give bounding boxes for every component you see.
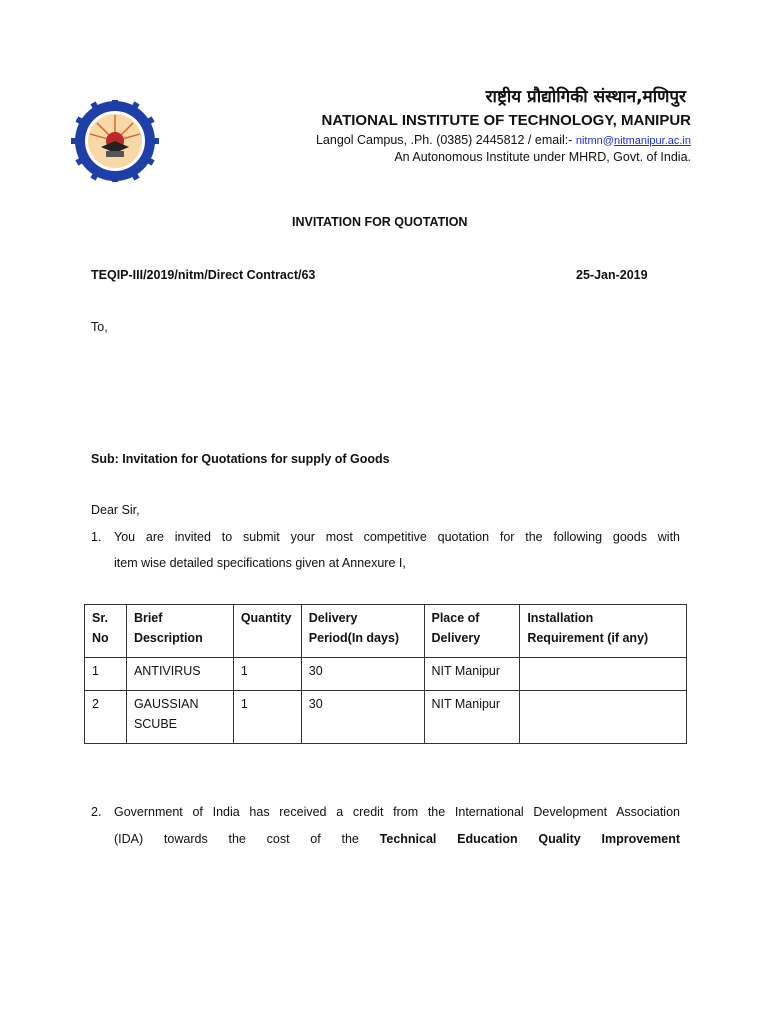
header-place-of-delivery: Place of Delivery — [424, 605, 520, 658]
cell-period: 30 — [301, 691, 424, 744]
cell-sr: 1 — [85, 658, 127, 691]
recipient-label: To, — [91, 320, 108, 334]
cell-description: ANTIVIRUS — [126, 658, 233, 691]
cell-description: GAUSSIAN SCUBE — [126, 691, 233, 744]
document-title: INVITATION FOR QUOTATION — [292, 215, 468, 229]
header-installation: Installation Requirement (if any) — [520, 605, 687, 658]
header-delivery-period: Delivery Period(In days) — [301, 605, 424, 658]
cell-period: 30 — [301, 658, 424, 691]
address-text: Langol Campus, .Ph. (0385) 2445812 / email:- — [315, 133, 576, 147]
cell-installation — [520, 658, 687, 691]
cell-place: NIT Manipur — [424, 691, 520, 744]
para2-line2-bold: Technical Education Quality Improvement — [379, 832, 680, 846]
cell-place: NIT Manipur — [424, 658, 520, 691]
cell-installation — [520, 691, 687, 744]
header-sr-no: Sr. No — [85, 605, 127, 658]
institute-logo — [66, 100, 164, 182]
institute-name-hindi: राष्ट्रीय प्रौद्योगिकी संस्थान,मणिपुर — [485, 87, 686, 107]
table-row — [85, 658, 687, 691]
subject-line: Sub: Invitation for Quotations for supply of Goods — [91, 452, 390, 466]
table-header-row — [85, 605, 687, 658]
header-quantity: Quantity — [233, 605, 301, 658]
cell-sr: 2 — [85, 691, 127, 744]
institute-address — [220, 133, 691, 147]
para1-number: 1. — [91, 530, 102, 544]
cell-quantity: 1 — [233, 691, 301, 744]
para2-line2-plain: (IDA) towards the cost of the — [114, 832, 359, 846]
email-user: nitmn@ — [575, 135, 614, 147]
document-date: 25-Jan-2019 — [576, 268, 648, 282]
para2-line2 — [114, 832, 680, 846]
autonomous-note: An Autonomous Institute under MHRD, Govt. of India. — [394, 150, 691, 164]
goods-table — [84, 604, 687, 744]
cell-quantity: 1 — [233, 658, 301, 691]
para1-line2: item wise detailed specifications given at Annexure I, — [114, 556, 406, 570]
salutation: Dear Sir, — [91, 503, 140, 517]
header-description: Brief Description — [126, 605, 233, 658]
para2-number: 2. — [91, 805, 102, 819]
table-row — [85, 691, 687, 744]
para1-line1: You are invited to submit your most competitive quotation for the following goods with — [114, 530, 680, 544]
institute-name: NATIONAL INSTITUTE OF TECHNOLOGY, MANIPUR — [321, 112, 691, 129]
email-link[interactable]: nitmanipur.ac.in — [613, 135, 691, 147]
reference-number: TEQIP-III/2019/nitm/Direct Contract/63 — [91, 268, 316, 282]
para2-line1: Government of India has received a credit from the International Development Association — [114, 805, 680, 819]
